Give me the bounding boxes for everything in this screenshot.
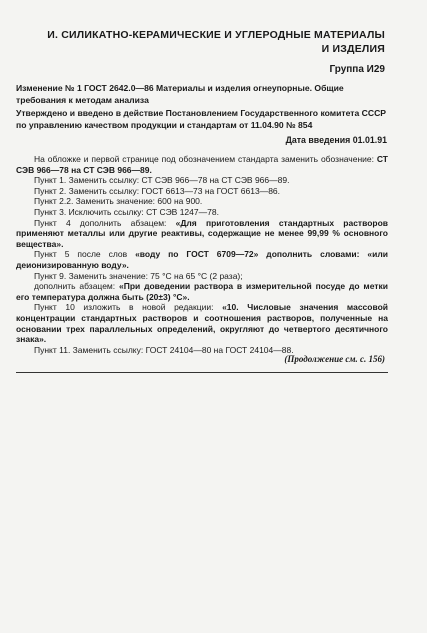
approval-statement: Утверждено и введено в действие Постановлением Государственного комитета СССР по управлению качеством продукции и стандартам от 11.04.90 № 854 bbox=[16, 108, 387, 130]
divider bbox=[16, 372, 388, 373]
paragraph: Пункт 2. Заменить ссылку: ГОСТ 6613—73 на ГОСТ 6613—86. bbox=[34, 185, 281, 196]
amendment-title: Изменение № 1 ГОСТ 2642.0—86 Материалы и изделия огнеупорные. Общие требования к методам анализа bbox=[16, 83, 344, 105]
continued-note: (Продолжение см. с. 156) bbox=[284, 354, 385, 364]
paragraph: дополнить абзацем: «При доведении раствора в измерительной посуде до метки его температура должна быть (20±3) °С». bbox=[16, 281, 388, 302]
section-title-line2: И ИЗДЕЛИЯ bbox=[321, 43, 385, 55]
effective-date-value: 01.01.91 bbox=[352, 135, 387, 145]
paragraph: Пункт 5 после слов «воду по ГОСТ 6709—72» дополнить словами: «или деионизированную воду». bbox=[16, 249, 389, 270]
paragraph: На обложке и первой странице под обозначением стандарта заменить обозначение: СТ СЭВ 966—78 на СТ СЭВ 966—89. bbox=[16, 154, 388, 175]
section-title-line1: И. СИЛИКАТНО-КЕРАМИЧЕСКИЕ И УГЛЕРОДНЫЕ МАТЕРИАЛЫ bbox=[47, 29, 385, 41]
effective-date-label: Дата введения bbox=[285, 135, 351, 145]
paragraph: Пункт 9. Заменить значение: 75 °С на 65 °С (2 раза); bbox=[34, 270, 243, 281]
paragraph: Пункт 2.2. Заменить значение: 600 на 900. bbox=[34, 196, 203, 207]
paragraph: Пункт 1. Заменить ссылку: СТ СЭВ 966—78 на СТ СЭВ 966—89. bbox=[34, 175, 290, 186]
section-title bbox=[25, 28, 385, 56]
paragraph: Пункт 3. Исключить ссылку: СТ СЭВ 1247—78. bbox=[34, 206, 219, 217]
group-label: Группа И29 bbox=[329, 64, 385, 75]
paragraph: Пункт 11. Заменить ссылку: ГОСТ 24104—80 на ГОСТ 24104—88. bbox=[34, 344, 294, 355]
paragraph: Пункт 4 дополнить абзацем: «Для приготовления стандартных растворов применяют металлы или другие реактивы, содержащие не менее 99,99 % основного вещества». bbox=[16, 217, 389, 249]
amendment-body bbox=[16, 154, 388, 355]
paragraph: Пункт 10 изложить в новой редакции: «10. Числовые значения массовой концентрации стандартных растворов и соотношения растворов, полученные на основании трех параллельных определений, округляют до четвертого десятичного знака». bbox=[16, 302, 388, 345]
effective-date bbox=[286, 135, 387, 145]
